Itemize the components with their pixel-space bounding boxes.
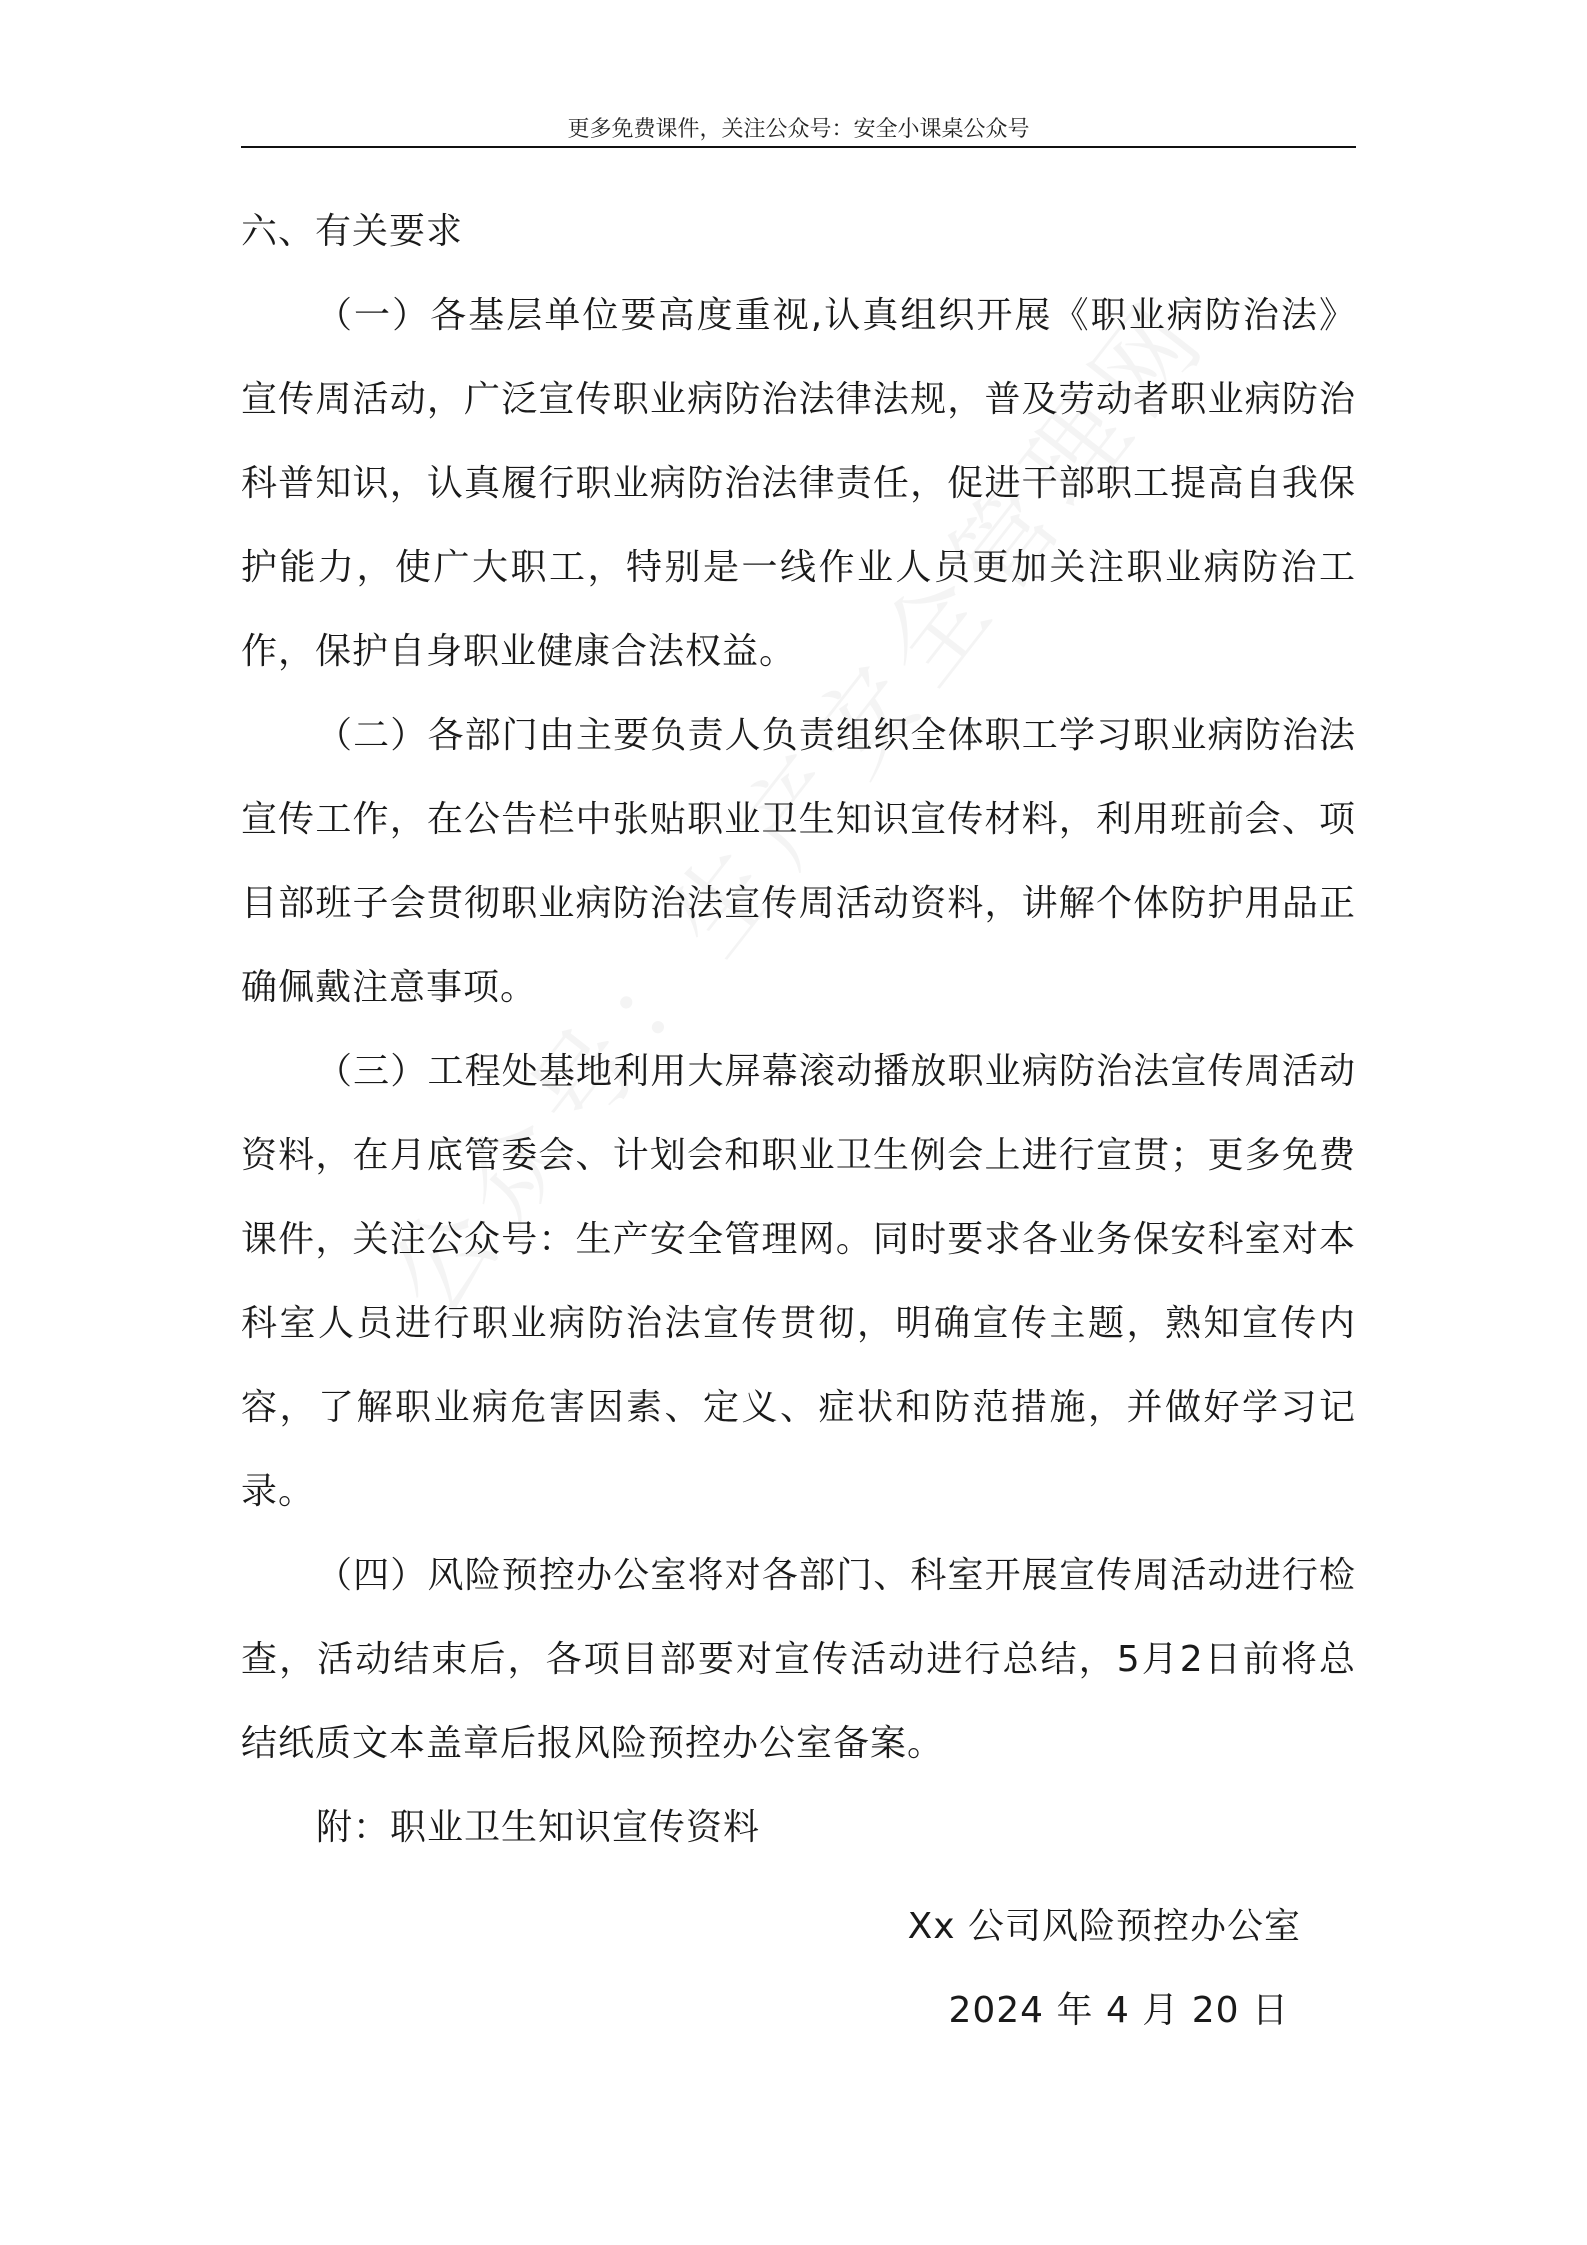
header-text: 更多免费课件，关注公众号：安全小课桌公众号 [567,117,1030,142]
signature-block [241,1885,1301,2053]
header-rule [241,146,1356,148]
document-body [241,190,1356,1870]
signature-date: 2024 年 4 月 20 日 [948,1990,1289,2031]
section-heading: 六、有关要求 [241,211,464,252]
paragraph-3: （三）工程处基地利用大屏幕滚动播放职业病防治法宣传周活动资料，在月底管委会、计划会和职业卫生例会上进行宣贯；更多免费课件，关注公众号：生产安全管理网。同时要求各业务保安科室对本科室人员进行职业病防治法宣传贯彻，明确宣传主题，熟知宣传内容，了解职业病危害因素、定义、症状和防范措施，并做好学习记录。 [241,1051,1356,1512]
paragraph-4: （四）风险预控办公室将对各部门、科室开展宣传周活动进行检查，活动结束后，各项目部要对宣传活动进行总结，5月2日前将总结纸质文本盖章后报风险预控办公室备案。 [241,1555,1356,1764]
paragraph-2: （二）各部门由主要负责人负责组织全体职工学习职业病防治法宣传工作，在公告栏中张贴职业卫生知识宣传材料，利用班前会、项目部班子会贯彻职业病防治法宣传周活动资料，讲解个体防护用品正确佩戴注意事项。 [241,715,1356,1008]
attachment-line: 附：职业卫生知识宣传资料 [316,1807,761,1848]
paragraph-1: （一）各基层单位要高度重视,认真组织开展《职业病防治法》宣传周活动，广泛宣传职业病防治法律法规，普及劳动者职业病防治科普知识，认真履行职业病防治法律责任，促进干部职工提高自我保护能力，使广大职工，特别是一线作业人员更加关注职业病防治工作，保护自身职业健康合法权益。 [241,295,1356,672]
signature-org: Xx 公司风险预控办公室 [907,1906,1301,1947]
